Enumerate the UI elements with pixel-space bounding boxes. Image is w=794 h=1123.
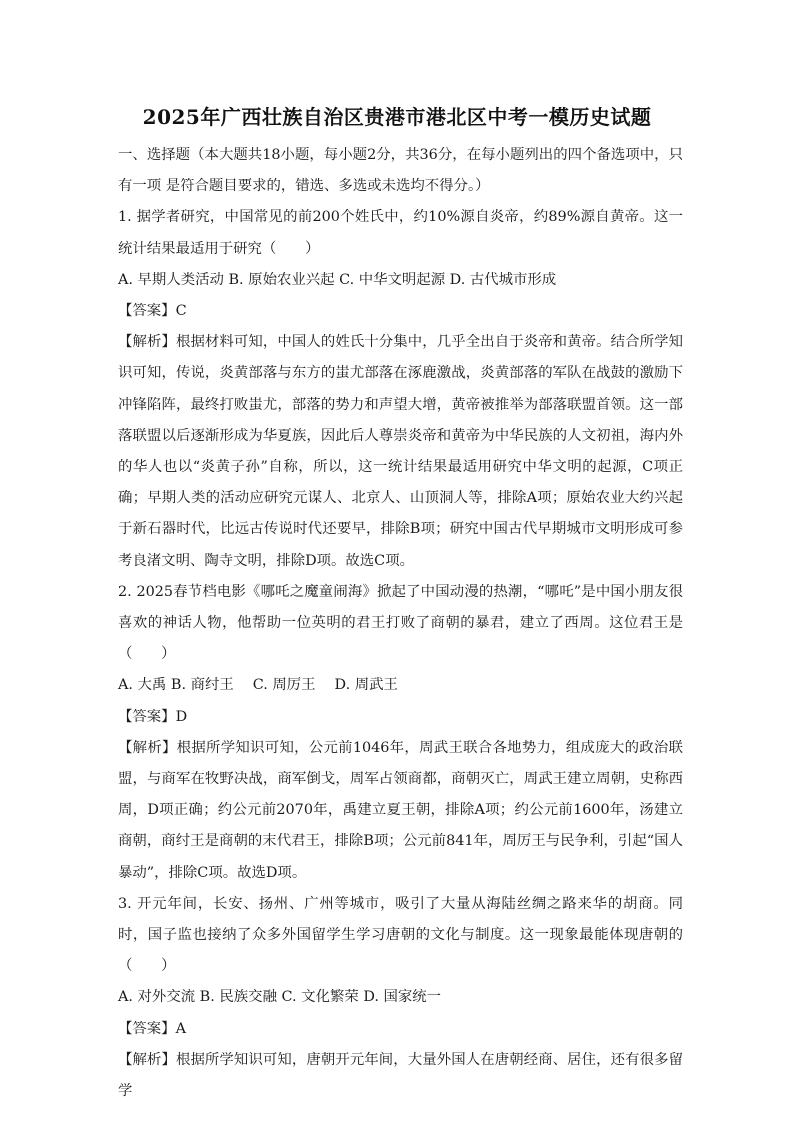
question-1-analysis: 【解析】根据材料可知，中国人的姓氏十分集中，几乎全出自于炎帝和黄帝。结合所学知识可知，传说，炎黄部落与东方的蚩尤部落在涿鹿激战，炎黄部落的军队在战鼓的激励下冲锋陷阵，最终打败蚩尤，部落的势力和声望大增，黄帝被推举为部落联盟首领。这一部落联盟以后逐渐形成为华夏族，因此后人尊崇炎帝和黄帝为中华民族的人文初祖，海内外的华人也以“炎黄子孙”自称，所以，这一统计结果最适用研究中华文明的起源，C项正确；早期人类的活动应研究元谋人、北京人、山顶洞人等，排除A项；原始农业大约兴起于新石器时代，比远古传说时代还要早，排除B项；研究中国古代早期城市文明形成可参考良渚文明、陶寺文明，排除D项。故选C项。	[118, 334, 683, 569]
question-3-options: A. 对外交流 B. 民族交融 C. 文化繁荣 D. 国家统一	[118, 989, 442, 1006]
question-2-analysis: 【解析】根据所学知识可知，公元前1046年，周武王联合各地势力，组成庞大的政治联盟，与商军在牧野决战，商军倒戈，周军占领商都，商朝灭亡，周武王建立周朝，史称西周，D项正确；约公元前2070年，禹建立夏王朝，排除A项；约公元前1600年，汤建立商朝，商纣王是商朝的末代君王，排除B项；公元前841年，周厉王与民争利，引起“国人暴动”，排除C项。故选D项。	[118, 739, 683, 881]
question-2-stem: 2. 2025春节档电影《哪吒之魔童闹海》掀起了中国动漫的热潮，“哪吒”是中国小朋友很喜欢的神话人物，他帮助一位英明的君王打败了商朝的暴君，建立了西周。这位君王是（ ）	[118, 583, 683, 663]
question-3-stem: 3. 开元年间，长安、扬州、广州等城市，吸引了大量从海陆丝绸之路来华的胡商。同时，国子监也接纳了众多外国留学生学习唐朝的文化与制度。这一现象最能体现唐朝的（ ）	[118, 895, 683, 975]
question-1-options: A. 早期人类活动 B. 原始农业兴起 C. 中华文明起源 D. 古代城市形成	[118, 271, 557, 288]
question-3-analysis: 【解析】根据所学知识可知，唐朝开元年间，大量外国人在唐朝经商、居住，还有很多留学	[118, 1051, 683, 1100]
question-2-answer: 【答案】D	[118, 708, 188, 725]
question-1-answer: 【答案】C	[118, 303, 187, 320]
page-title: 2025年广西壮族自治区贵港市港北区中考一模历史试题	[142, 105, 652, 129]
question-1-stem: 1. 据学者研究，中国常见的前200个姓氏中，约10%源自炎帝，约89%源自黄帝。这一统计结果最适用于研究（ ）	[118, 209, 683, 257]
document-body	[118, 140, 683, 1107]
section-header: 一、选择题（本大题共18小题，每小题2分，共36分，在每小题列出的四个备选项中，只有一项 是符合题目要求的，错选、多选或未选均不得分。）	[118, 147, 683, 195]
question-2-options: A. 大禹 B. 商纣王 C. 周厉王 D. 周武王	[118, 677, 398, 694]
question-3-answer: 【答案】A	[118, 1020, 186, 1037]
